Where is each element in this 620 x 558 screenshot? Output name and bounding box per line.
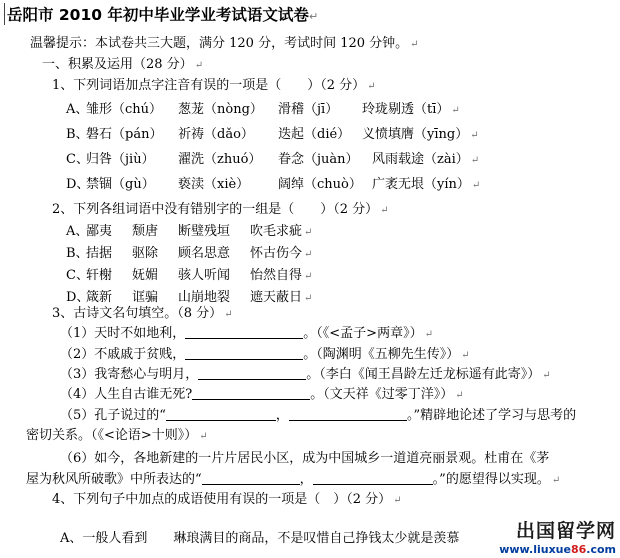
q3-item-6-cont — [26, 472, 560, 489]
answer-blank[interactable] — [289, 408, 407, 421]
q3-item-source: 。（陶渊明《五柳先生传》） — [303, 347, 460, 362]
q3-item-sep: ， — [275, 408, 289, 423]
option-item: 怡然自得 — [250, 268, 303, 283]
option-item: 怀古伤今 — [250, 246, 303, 261]
option-item: 义愤填膺（yīng） — [362, 127, 469, 142]
option-label: C、 — [66, 152, 89, 167]
q4-option-text: A、一般人看到 琳琅满目的商品，不是叹惜自己挣钱太少就是羡慕 — [60, 531, 460, 546]
option-item: 磐石（pán） — [86, 127, 163, 142]
q3-item-sep: ， — [299, 472, 313, 487]
q3-item-3 — [60, 367, 551, 384]
watermark-url-prefix: www.liuxue — [499, 543, 571, 556]
option-item: 遮天蔽日 — [250, 290, 303, 305]
option-item: 眷念（juàn） — [278, 152, 359, 167]
paragraph-mark: ↵ — [194, 60, 204, 71]
option-item: 鄙夷 — [86, 224, 113, 239]
q1-stem — [52, 78, 376, 95]
answer-blank[interactable] — [192, 387, 310, 400]
option-item: 归咎（jiù） — [86, 152, 155, 167]
option-item: 雏形（chú） — [86, 102, 163, 117]
q3-item-text: （5）孔子说过的“ — [60, 408, 166, 423]
option-item: 颓唐 — [132, 224, 159, 239]
q3-item-text: 。”的愿望得以实现。 — [432, 472, 550, 487]
option-item: 广袤无垠（yín） — [372, 177, 470, 192]
paragraph-mark: ↵ — [470, 155, 480, 166]
option-label: D、 — [66, 290, 90, 305]
paragraph-mark: ↵ — [304, 293, 313, 304]
site-watermark — [499, 516, 616, 556]
option-item: 拮据 — [86, 246, 113, 261]
q3-item-source: 。（文天祥《过零丁洋》） — [310, 387, 454, 402]
q1-option-b — [66, 127, 479, 144]
paragraph-mark: ↵ — [542, 370, 551, 381]
watermark-url-num: 86 — [570, 543, 587, 556]
q3-item-text: （4）人生自古谁无死? — [60, 387, 193, 402]
q3-item-text: （2）不戚戚于贫贱， — [60, 347, 186, 362]
exam-title-text: 岳阳市 2010 年初中毕业学业考试语文试卷 — [7, 6, 309, 24]
paragraph-mark: ↵ — [410, 39, 419, 50]
q3-stem — [52, 306, 233, 323]
q3-item-text: 屋为秋风所破歌》中所表达的“ — [26, 472, 202, 487]
paragraph-mark: ↵ — [304, 227, 313, 238]
q1-stem-text: 1、下列词语加点字注音有误的一项是（ ）（2 分） — [52, 78, 366, 93]
option-label: A、 — [66, 224, 89, 239]
q2-option-a — [66, 224, 312, 241]
section1-heading-text: 一、积累及运用（28 分） — [42, 57, 193, 72]
q1-option-d — [66, 177, 480, 194]
paragraph-mark: ↵ — [199, 431, 208, 442]
q1-option-c — [66, 152, 479, 169]
q3-item-1 — [60, 326, 433, 343]
q3-item-6 — [60, 451, 549, 467]
option-item: 断璧残垣 — [178, 224, 231, 239]
option-item: 祈祷（dǎo） — [178, 127, 254, 142]
q2-stem-text: 2、下列各组词语中没有错别字的一组是（ ）（2 分） — [52, 202, 379, 217]
q1-option-a — [66, 102, 460, 119]
option-item: 濯洗（zhuó） — [178, 152, 262, 167]
option-item: 滑稽（jī） — [278, 102, 339, 117]
q4-stem — [52, 492, 402, 509]
section1-heading — [42, 57, 203, 74]
notice — [30, 36, 419, 53]
option-label: B、 — [66, 246, 89, 261]
option-item: 玲珑剔透（tī） — [362, 102, 450, 117]
q3-item-5-cont — [26, 428, 208, 445]
option-item: 诓骗 — [132, 290, 159, 305]
q3-item-4 — [60, 387, 464, 404]
paragraph-mark: ↵ — [308, 10, 319, 23]
option-item: 驱除 — [132, 246, 159, 261]
option-item: 骇人听闻 — [178, 268, 231, 283]
q3-item-text: 。”精辟地论述了学习与思考的 — [406, 408, 577, 423]
q3-item-text: （6）如今，各地新建的一片片居民小区，成为中国城乡一道道亮丽景观。杜甫在《茅 — [60, 451, 550, 466]
option-item: 山崩地裂 — [178, 290, 231, 305]
option-item: 阔绰（chuò） — [278, 177, 362, 192]
option-item: 禁锢（gù） — [86, 177, 155, 192]
option-label: A、 — [66, 102, 89, 117]
q2-option-c — [66, 268, 312, 285]
option-label: B、 — [66, 127, 89, 142]
paragraph-mark: ↵ — [304, 271, 313, 282]
paragraph-mark: ↵ — [461, 350, 470, 361]
paragraph-mark: ↵ — [455, 390, 464, 401]
option-item: 迭起（dié） — [278, 127, 351, 142]
option-item: 亵渎（xiè） — [178, 177, 250, 192]
option-label: D、 — [66, 177, 90, 192]
q2-option-b — [66, 246, 312, 263]
option-item: 顾名思意 — [178, 246, 231, 261]
q4-stem-text: 4、下列句子中加点的成语使用有误的一项是（ ）（2 分） — [52, 492, 392, 507]
notice-text: 温馨提示：本试卷共三大题，满分 120 分，考试时间 120 分钟。 — [30, 36, 409, 51]
option-item: 风雨载途（zài） — [372, 152, 469, 167]
watermark-name: 出国留学网 — [515, 520, 616, 542]
q2-option-d — [66, 290, 312, 307]
q3-item-source: 。（李白《闻王昌龄左迁龙标遥有此寄》） — [306, 367, 541, 382]
q4-option-a — [60, 531, 459, 547]
answer-blank[interactable] — [202, 472, 300, 485]
option-item: 吹毛求疵 — [250, 224, 303, 239]
exam-title — [4, 3, 318, 25]
q3-item-5 — [60, 408, 576, 424]
q2-stem — [52, 202, 389, 219]
answer-blank[interactable] — [313, 472, 433, 485]
option-label: C、 — [66, 268, 89, 283]
option-item: 轩榭 — [86, 268, 113, 283]
paragraph-mark: ↵ — [551, 475, 561, 486]
paragraph-mark: ↵ — [470, 130, 479, 141]
option-item: 箴新 — [86, 290, 113, 305]
q3-item-2 — [60, 347, 470, 364]
paragraph-mark: ↵ — [304, 249, 313, 260]
watermark-url-suffix: .com — [586, 543, 616, 556]
q3-item-text: （1）天时不如地利， — [60, 326, 186, 341]
paragraph-mark: ↵ — [451, 105, 460, 116]
q3-item-text: （3）我寄愁心与明月， — [60, 367, 199, 382]
answer-blank[interactable] — [166, 408, 276, 421]
option-item: 葱茏（nòng） — [178, 102, 263, 117]
paragraph-mark: ↵ — [380, 205, 389, 216]
answer-blank[interactable] — [185, 326, 303, 339]
answer-blank[interactable] — [198, 367, 306, 380]
option-item: 妩媚 — [132, 268, 159, 283]
q3-item-source: 密切关系。（《<论语>十则》） — [26, 428, 198, 443]
q3-item-source: 。（《<孟子>两章》） — [303, 326, 423, 341]
paragraph-mark: ↵ — [424, 329, 433, 340]
paragraph-mark: ↵ — [224, 309, 233, 320]
q3-stem-text: 3、古诗文名句填空。（8 分） — [52, 306, 223, 321]
watermark-url — [499, 543, 616, 556]
paragraph-mark: ↵ — [367, 81, 376, 92]
paragraph-mark: ↵ — [471, 180, 481, 191]
answer-blank[interactable] — [185, 347, 303, 360]
paragraph-mark: ↵ — [393, 495, 402, 506]
